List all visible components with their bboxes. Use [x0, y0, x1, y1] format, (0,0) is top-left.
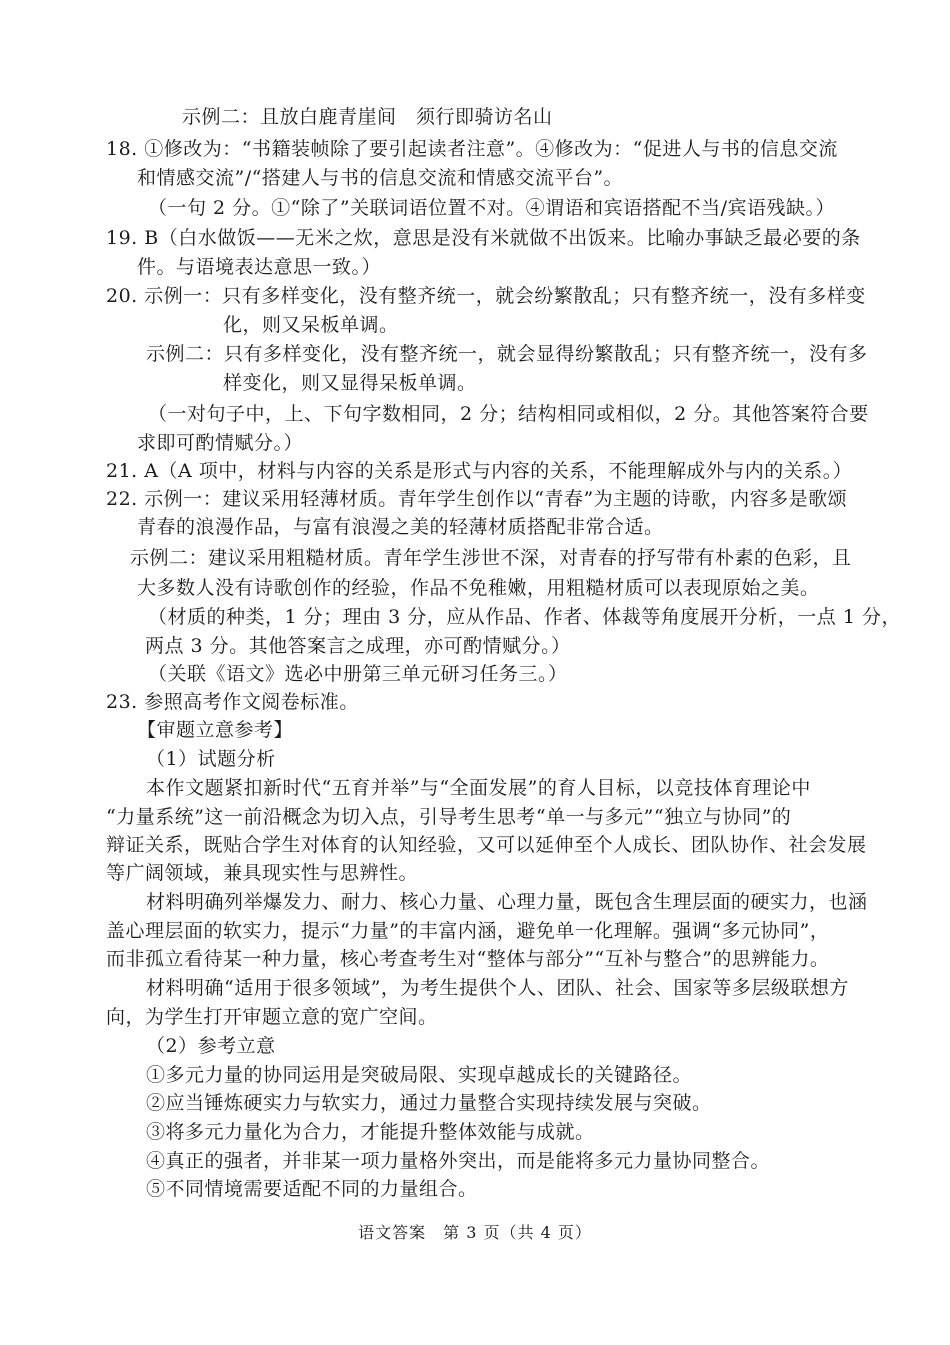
text-line: 样变化，则又显得呆板单调。	[223, 372, 477, 394]
text-line: ③将多元力量化为合力，才能提升整体效能与成就。	[146, 1121, 595, 1143]
page-footer: 语文答案 第 3 页（共 4 页）	[358, 1223, 592, 1242]
text-line: 本作文题紧扣新时代“五育并举”与“全面发展”的育人目标，以竞技体育理论中	[146, 777, 811, 799]
text-line: （2）参考立意	[146, 1035, 276, 1057]
text-line: 件。与语境表达意思一致。）	[137, 256, 382, 278]
text-line: 21. A（A 项中，材料与内容的关系是形式与内容的关系，不能理解成外与内的关系。）	[106, 460, 853, 482]
text-line: ②应当锤炼硬实力与软实力，通过力量整合实现持续发展与突破。	[146, 1092, 712, 1114]
text-line: （关联《语文》选必中册第三单元研习任务三。）	[148, 663, 568, 685]
text-line: 示例二：且放白鹿青崖间 须行即骑访名山	[182, 106, 553, 128]
text-line: 材料明确列举爆发力、耐力、核心力量、心理力量，既包含生理层面的硬实力，也涵	[146, 891, 868, 913]
text-line: 示例二：建议采用粗糙材质。青年学生涉世不深，对青春的抒写带有朴素的色彩，且	[130, 547, 852, 569]
text-line: （一句 2 分。①“除了”关联词语位置不对。④谓语和宾语搭配不当/宾语残缺。）	[148, 197, 835, 219]
text-line: “力量系统”这一前沿概念为切入点，引导考生思考“单一与多元”“独立与协同”的	[106, 806, 792, 828]
text-line: 和情感交流”/“搭建人与书的信息交流和情感交流平台”。	[137, 167, 624, 189]
text-line: （材质的种类，1 分；理由 3 分，应从作品、作者、体裁等角度展开分析，一点 1 分，	[148, 606, 901, 628]
text-line: 求即可酌情赋分。）	[137, 432, 304, 454]
text-line: 盖心理层面的软实力，提示“力量”的丰富内涵，避免单一化理解。强调“多元协同”，	[106, 920, 830, 942]
text-line: 两点 3 分。其他答案言之成理，亦可酌情赋分。）	[145, 635, 571, 657]
text-line: 大多数人没有诗歌创作的经验，作品不免稚嫩，用粗糙材质可以表现原始之美。	[137, 577, 820, 599]
text-line: 材料明确“适用于很多领域”，为考生提供个人、团队、社会、国家等多层级联想方	[146, 977, 849, 999]
text-line: ⑤不同情境需要适配不同的力量组合。	[146, 1178, 478, 1200]
text-line: 辩证关系，既贴合学生对体育的认知经验，又可以延伸至个人成长、团队协作、社会发展	[106, 834, 867, 856]
text-line: 20. 示例一：只有多样变化，没有整齐统一，就会纷繁散乱；只有整齐统一，没有多样变	[106, 285, 866, 307]
text-line: 向，为学生打开审题立意的宽广空间。	[106, 1006, 438, 1028]
text-line: 【审题立意参考】	[137, 719, 294, 741]
text-line: 而非孤立看待某一种力量，核心考查考生对“整体与部分”“互补与整合”的思辨能力。	[106, 948, 830, 970]
text-line: 22. 示例一：建议采用轻薄材质。青年学生创作以“青春”为主题的诗歌，内容多是歌颂	[106, 488, 848, 510]
text-line: （一对句子中，上、下句字数相同，2 分；结构相同或相似，2 分。其他答案符合要	[148, 403, 869, 425]
text-line: （1）试题分析	[146, 748, 276, 770]
text-line: ①多元力量的协同运用是突破局限、实现卓越成长的关键路径。	[146, 1064, 693, 1086]
text-line: 18. ①修改为：“书籍装帧除了要引起读者注意”。④修改为：“促进人与书的信息交流	[106, 138, 838, 160]
text-line: 等广阔领域，兼具现实性与思辨性。	[106, 862, 419, 884]
text-line: 23. 参照高考作文阅卷标准。	[106, 691, 359, 713]
text-line: 青春的浪漫作品，与富有浪漫之美的轻薄材质搭配非常合适。	[137, 516, 664, 538]
text-line: 19. B（白水做饭——无米之炊，意思是没有米就做不出饭来。比喻办事缺乏最必要的条	[106, 227, 861, 249]
text-line: 示例二：只有多样变化，没有整齐统一，就会显得纷繁散乱；只有整齐统一，没有多	[146, 343, 868, 365]
text-line: ④真正的强者，并非某一项力量格外突出，而是能将多元力量协同整合。	[146, 1150, 771, 1172]
text-line: 化，则又呆板单调。	[223, 314, 399, 336]
